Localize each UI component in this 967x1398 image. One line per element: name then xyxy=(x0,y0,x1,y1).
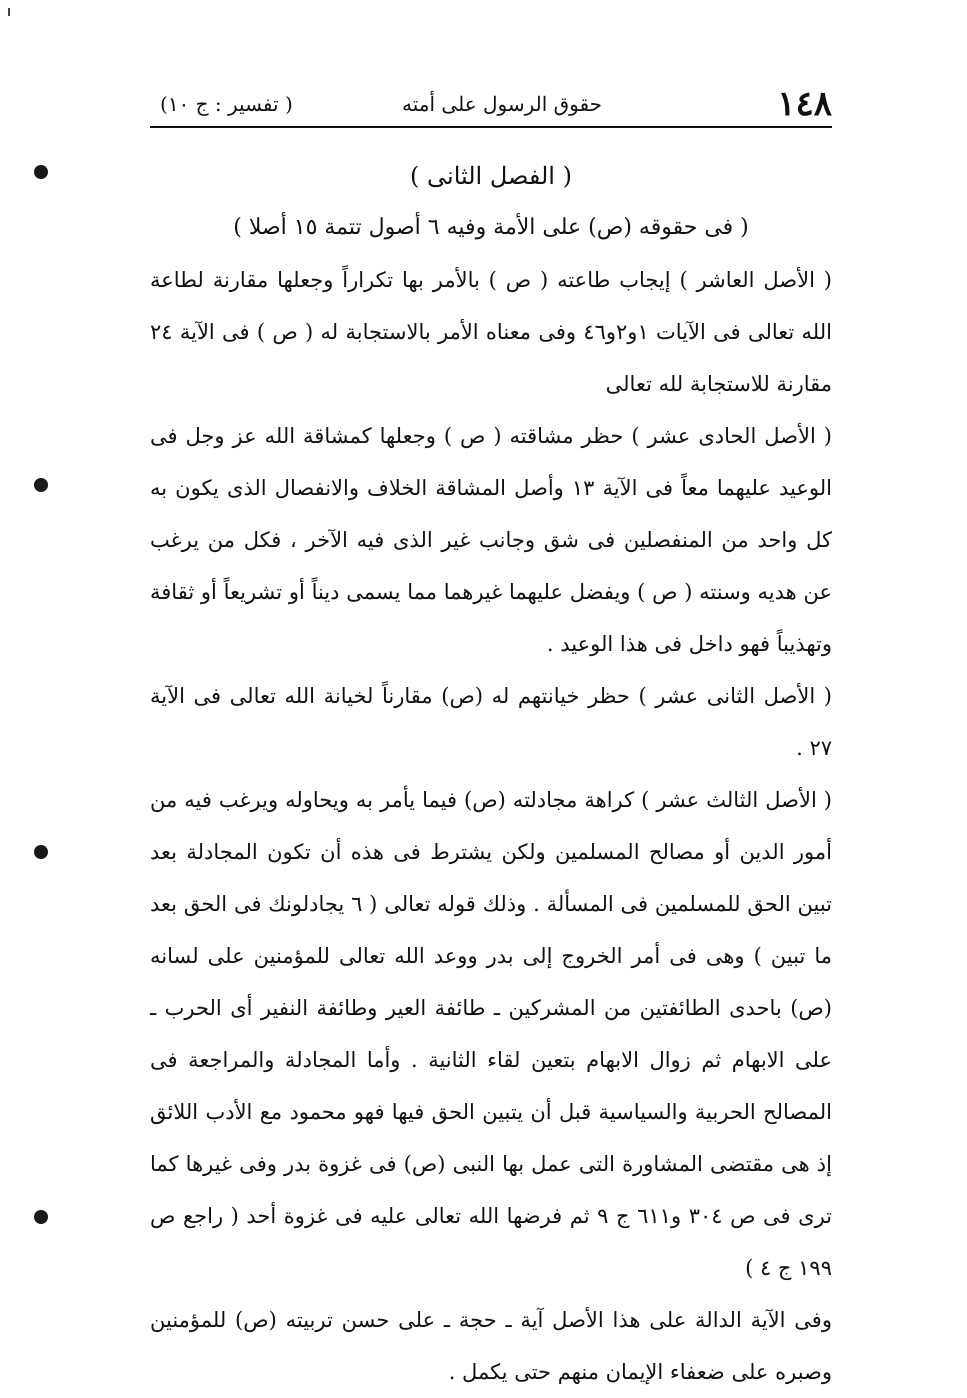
body-text xyxy=(150,150,832,1398)
paragraph-asl-12: ( الأصل الثانى عشر ) حظر خيانتهم له (ص) مقارناً لخيانة الله تعالى فى الآية ٢٧ . xyxy=(150,684,832,760)
binding-hole-mark xyxy=(34,165,48,179)
paragraph-asl-11: ( الأصل الحادى عشر ) حظر مشاقته ( ص ) وجعلها كمشاقة الله عز وجل فى الوعيد عليهما معاً فى الآية ١٣ وأصل المشاقة الخلاف والانفصال الذى يكون به كل واحد من المنفصلين فى شق وجانب غير الذى فيه الآخر ، فكل من يرغب عن هديه وسنته ( ص ) ويفضل عليهما غيرهما مما يسمى ديناً أو تشريعاً أو ثقافة وتهذيباً فهو داخل فى هذا الوعيد . xyxy=(150,424,832,656)
header-rule xyxy=(150,126,832,128)
binding-hole-mark xyxy=(34,845,48,859)
binding-hole-mark xyxy=(34,1210,48,1224)
binding-hole-mark xyxy=(34,478,48,492)
running-title: حقوق الرسول على أمته xyxy=(402,92,602,116)
paragraph-asl-13: ( الأصل الثالث عشر ) كراهة مجادلته (ص) فيما يأمر به ويحاوله ويرغب فيه من أمور الدين أو مصالح المسلمين ولكن يشترط فى هذه أن تكون المجادلة بعد تبين الحق للمسلمين فى المسألة . وذلك قوله تعالى ( ٦ يجادلونك فى الحق بعد ما تبين ) وهى فى أمر الخروج إلى بدر ووعد الله تعالى للمؤمنين على لسانه (ص) باحدى الطائفتين من المشركين ـ طائفة العير وطائفة النفير أى الحرب ـ على الابهام ثم زوال الابهام بتعين لقاء الثانية . وأما المجادلة والمراجعة فى المصالح الحربية والسياسية قبل أن يتبين الحق فيها فهو محمود مع الأدب اللائق إذ هى مقتضى المشاورة التى عمل بها النبى (ص) فى غزوة بدر وفى غيرها كما ترى فى ص ٣٠٤ و٦١١ ج ٩ ثم فرضها الله تعالى عليه فى غزوة أحد ( راجع ص ١٩٩ ج ٤ ) xyxy=(150,788,833,1280)
chapter-subtitle: ( فى حقوقه (ص) على الأمة وفيه ٦ أصول تتمة ١٥ أصلا ) xyxy=(233,215,749,240)
page-header xyxy=(150,84,832,126)
page-number: ١٤٨ xyxy=(777,84,832,124)
edge-mark xyxy=(8,8,10,16)
paragraph-closing: وفى الآية الدالة على هذا الأصل آية ـ حجة ـ على حسن تربيته (ص) للمؤمنين وصبره على ضعفاء الإيمان منهم حتى يكمل . xyxy=(150,1308,832,1384)
chapter-title: ( الفصل الثانى ) xyxy=(410,162,572,190)
paragraph-asl-10: ( الأصل العاشر ) إيجاب طاعته ( ص ) بالأمر بها تكراراً وجعلها مقارنة لطاعة الله تعالى فى الآيات ١و٢و٤٦ وفى معناه الأمر بالاستجابة له ( ص ) فى الآية ٢٤ مقارنة للاستجابة لله تعالى xyxy=(150,268,832,396)
series-label: ( تفسير : ج ١٠) xyxy=(160,92,293,116)
